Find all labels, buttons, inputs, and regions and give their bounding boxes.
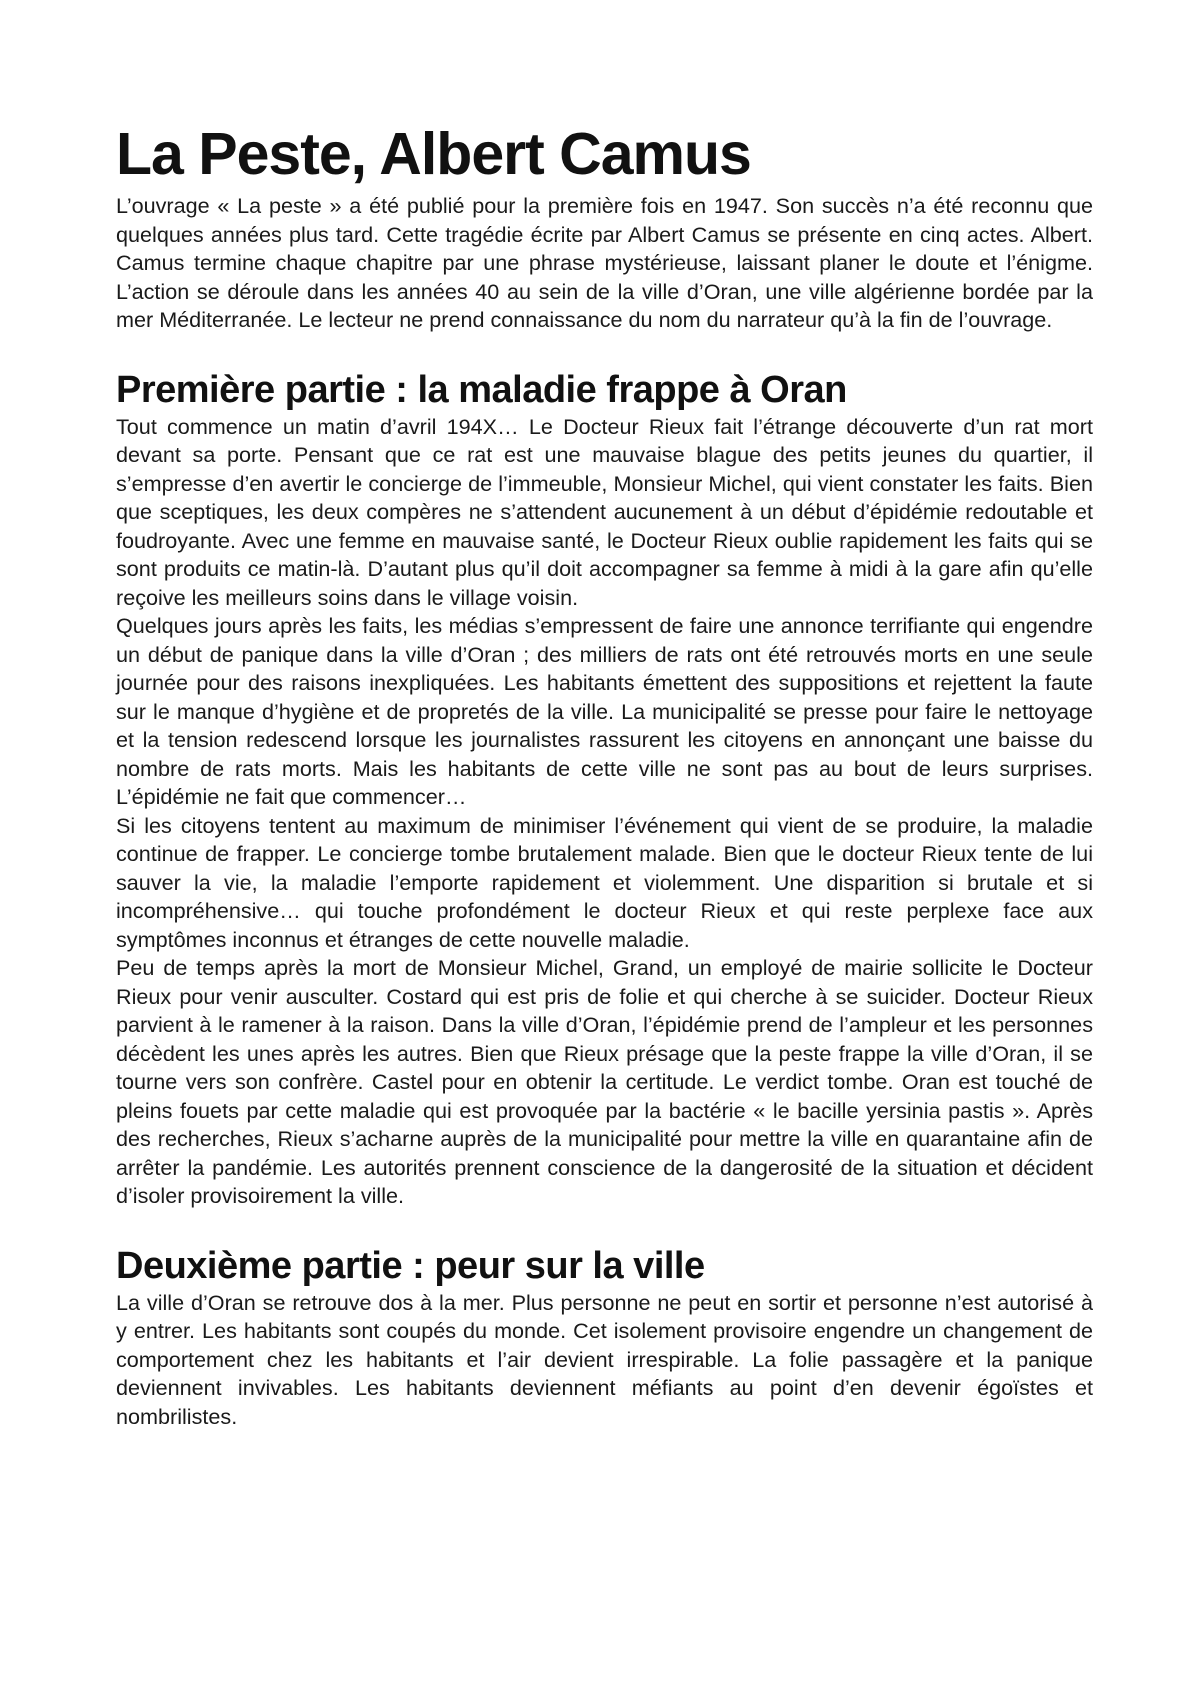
body-paragraph: La ville d’Oran se retrouve dos à la mer. Plus personne ne peut en sortir et personne n’est autorisé à y entrer. Les habitants sont coupés du monde. Cet isolement provisoire engendre un changement de comportement chez les habitants et l’air devient irrespirable. La folie passagère et la panique deviennent invivables. Les habitants deviennent méfiants au point d’en devenir égoïstes et nombrilistes.	[116, 1289, 1093, 1429]
document-page	[116, 118, 1093, 1431]
section-part-one	[116, 367, 1093, 1211]
section-heading: Première partie : la maladie frappe à Oran	[116, 368, 847, 411]
body-paragraph: Tout commence un matin d’avril 194X… Le Docteur Rieux fait l’étrange découverte d’un rat mort devant sa porte. Pensant que ce rat est une mauvaise blague des petits jeunes du quartier, il s’empresse d’en avertir le concierge de l’immeuble, Monsieur Michel, qui vient constater les faits. Bien que sceptiques, les deux compères ne s’attendent aucunement à un début d’épidémie redoutable et foudroyante. Avec une femme en mauvaise santé, le Docteur Rieux oublie rapidement les faits qui se sont produits ce matin-là. D’autant plus qu’il doit accompagner sa femme à midi à la gare afin qu’elle reçoive les meilleurs soins dans le village voisin.	[116, 413, 1093, 610]
body-paragraph: Si les citoyens tentent au maximum de minimiser l’événement qui vient de se produire, la maladie continue de frapper. Le concierge tombe brutalement malade. Bien que le docteur Rieux tente de lui sauver la vie, la maladie l’emporte rapidement et violemment. Une disparition si brutale et si incompréhensive… qui touche profondément le docteur Rieux et qui reste perplexe face aux symptômes inconnus et étranges de cette nouvelle maladie.	[116, 812, 1093, 952]
document-title: La Peste, Albert Camus	[116, 121, 751, 187]
section-part-two	[116, 1243, 1093, 1432]
section-heading: Deuxième partie : peur sur la ville	[116, 1244, 705, 1287]
intro-paragraph: L’ouvrage « La peste » a été publié pour la première fois en 1947. Son succès n’a été reconnu que quelques années plus tard. Cette tragédie écrite par Albert Camus se présente en cinq actes. Albert. Camus termine chaque chapitre par une phrase mystérieuse, laissant planer le doute et l’énigme. L’action se déroule dans les années 40 au sein de la ville d’Oran, une ville algérienne bordée par la mer Méditerranée. Le lecteur ne prend connaissance du nom du narrateur qu’à la fin de l’ouvrage.	[116, 193, 1093, 332]
body-paragraph: Peu de temps après la mort de Monsieur Michel, Grand, un employé de mairie sollicite le Docteur Rieux pour venir ausculter. Costard qui est pris de folie et qui cherche à se suicider. Docteur Rieux parvient à le ramener à la raison. Dans la ville d’Oran, l’épidémie prend de l’ampleur et les personnes décèdent les unes après les autres. Bien que Rieux présage que la peste frappe la ville d’Oran, il se tourne vers son confrère. Castel pour en obtenir la certitude. Le verdict tombe. Oran est touché de pleins fouets par cette maladie qui est provoquée par la bactérie « le bacille yersinia pastis ». Après des recherches, Rieux s’acharne auprès de la municipalité pour mettre la ville en quarantaine afin de arrêter la pandémie. Les autorités prennent conscience de la dangerosité de la situation et décident d’isoler provisoirement la ville.	[116, 955, 1093, 1208]
body-paragraph: Quelques jours après les faits, les médias s’empressent de faire une annonce terrifiante qui engendre un début de panique dans la ville d’Oran ; des milliers de rats ont été retrouvés morts en une seule journée pour des raisons inexpliquées. Les habitants émettent des suppositions et rejettent la faute sur le manque d’hygiène et de propretés de la ville. La municipalité se presse pour faire le nettoyage et la tension redescend lorsque les journalistes rassurent les citoyens en annonçant une baisse du nombre de rats morts. Mais les habitants de cette ville ne sont pas au bout de leurs surprises. L’épidémie ne fait que commencer…	[116, 613, 1093, 809]
